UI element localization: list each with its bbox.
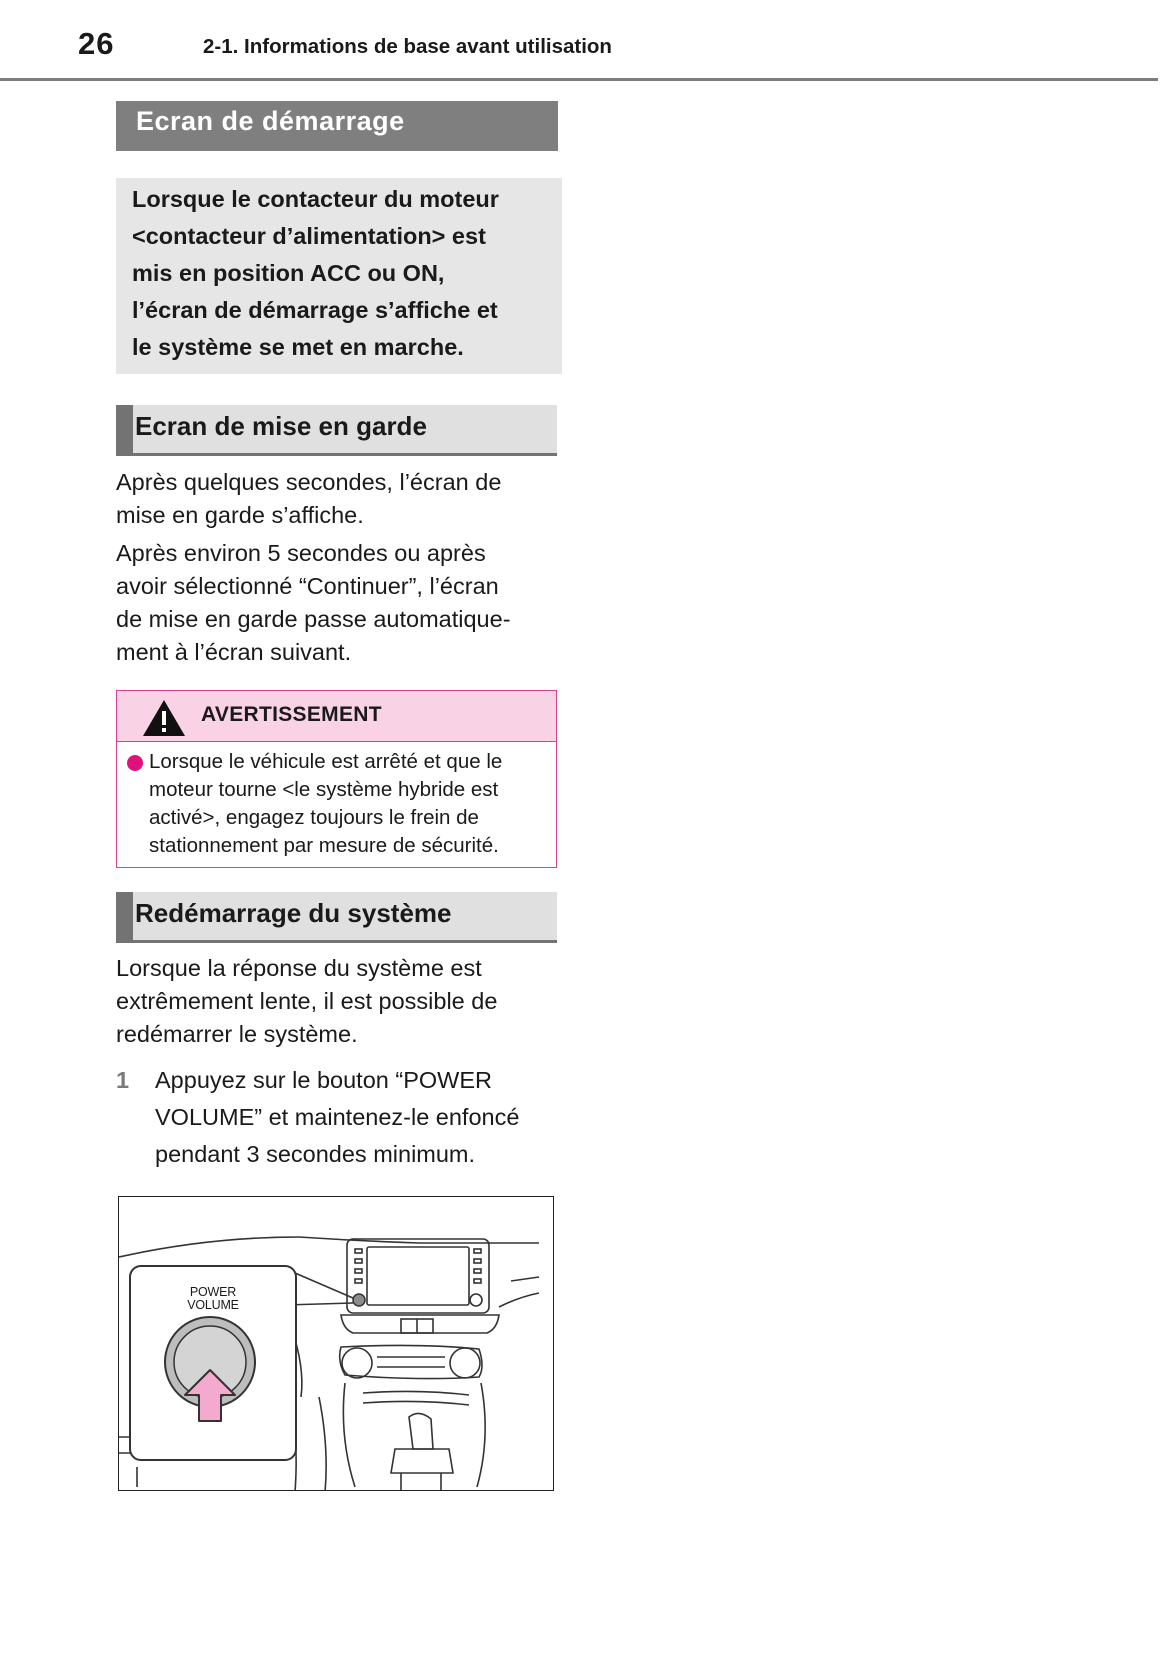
text-line: mise en garde s’affiche. (116, 502, 364, 528)
section-title-restart: Redémarrage du système (116, 892, 557, 943)
section-title-warning-screen: Ecran de mise en garde (116, 405, 557, 456)
text-line: VOLUME” et maintenez-le enfoncé (155, 1104, 520, 1130)
callout-label-line: VOLUME (187, 1298, 239, 1312)
warning-bullet (117, 742, 556, 860)
header-rule (0, 78, 1158, 81)
paragraph (116, 466, 562, 532)
running-head: 2-1. Informations de base avant utilisation (203, 35, 612, 58)
text-line: Après environ 5 secondes ou après (116, 540, 486, 566)
summary-line: mis en position ACC ou ON, (132, 260, 445, 286)
warning-triangle-icon (142, 699, 186, 737)
dashboard-illustration (118, 1196, 554, 1491)
text-line: pendant 3 secondes minimum. (155, 1141, 476, 1167)
warning-title: AVERTISSEMENT (201, 703, 382, 726)
warning-box (116, 690, 557, 868)
power-volume-knob (129, 1265, 297, 1461)
text-line: avoir sélectionné “Continuer”, l’écran (116, 573, 499, 599)
text-line: de mise en garde passe automatique- (116, 606, 511, 632)
paragraph (116, 537, 562, 669)
warning-line: activé>, engagez toujours le frein de (149, 806, 479, 829)
text-line: Appuyez sur le bouton “POWER (155, 1067, 492, 1093)
warning-line: Lorsque le véhicule est arrêté et que le (149, 750, 503, 773)
step-1 (116, 1062, 562, 1173)
callout-label-line: POWER (189, 1285, 237, 1299)
section-title-startup: Ecran de démarrage (116, 101, 558, 151)
bullet-dot-icon (127, 755, 143, 771)
warning-screen-text (116, 466, 562, 674)
text-line: Après quelques secondes, l’écran de (116, 469, 502, 495)
text-line: ment à l’écran suivant. (116, 639, 352, 665)
text-line: extrêmement lente, il est possible de (116, 988, 498, 1014)
page-number: 26 (78, 26, 115, 61)
step-text (155, 1062, 562, 1173)
summary-line: l’écran de démarrage s’affiche et (132, 297, 498, 323)
paragraph (116, 952, 562, 1051)
restart-intro-text (116, 952, 562, 1056)
text-line: redémarrer le système. (116, 1021, 358, 1047)
warning-line: stationnement par mesure de sécurité. (149, 834, 499, 857)
warning-header (117, 691, 556, 742)
text-line: Lorsque la réponse du système est (116, 955, 482, 981)
startup-summary-box (116, 178, 562, 374)
summary-line: <contacteur d’alimentation> est (132, 223, 486, 249)
summary-line: Lorsque le contacteur du moteur (132, 186, 499, 212)
step-number: 1 (116, 1067, 130, 1093)
warning-line: moteur tourne <le système hybride est (149, 778, 499, 801)
summary-line: le système se met en marche. (132, 334, 464, 360)
power-volume-callout (129, 1265, 297, 1461)
